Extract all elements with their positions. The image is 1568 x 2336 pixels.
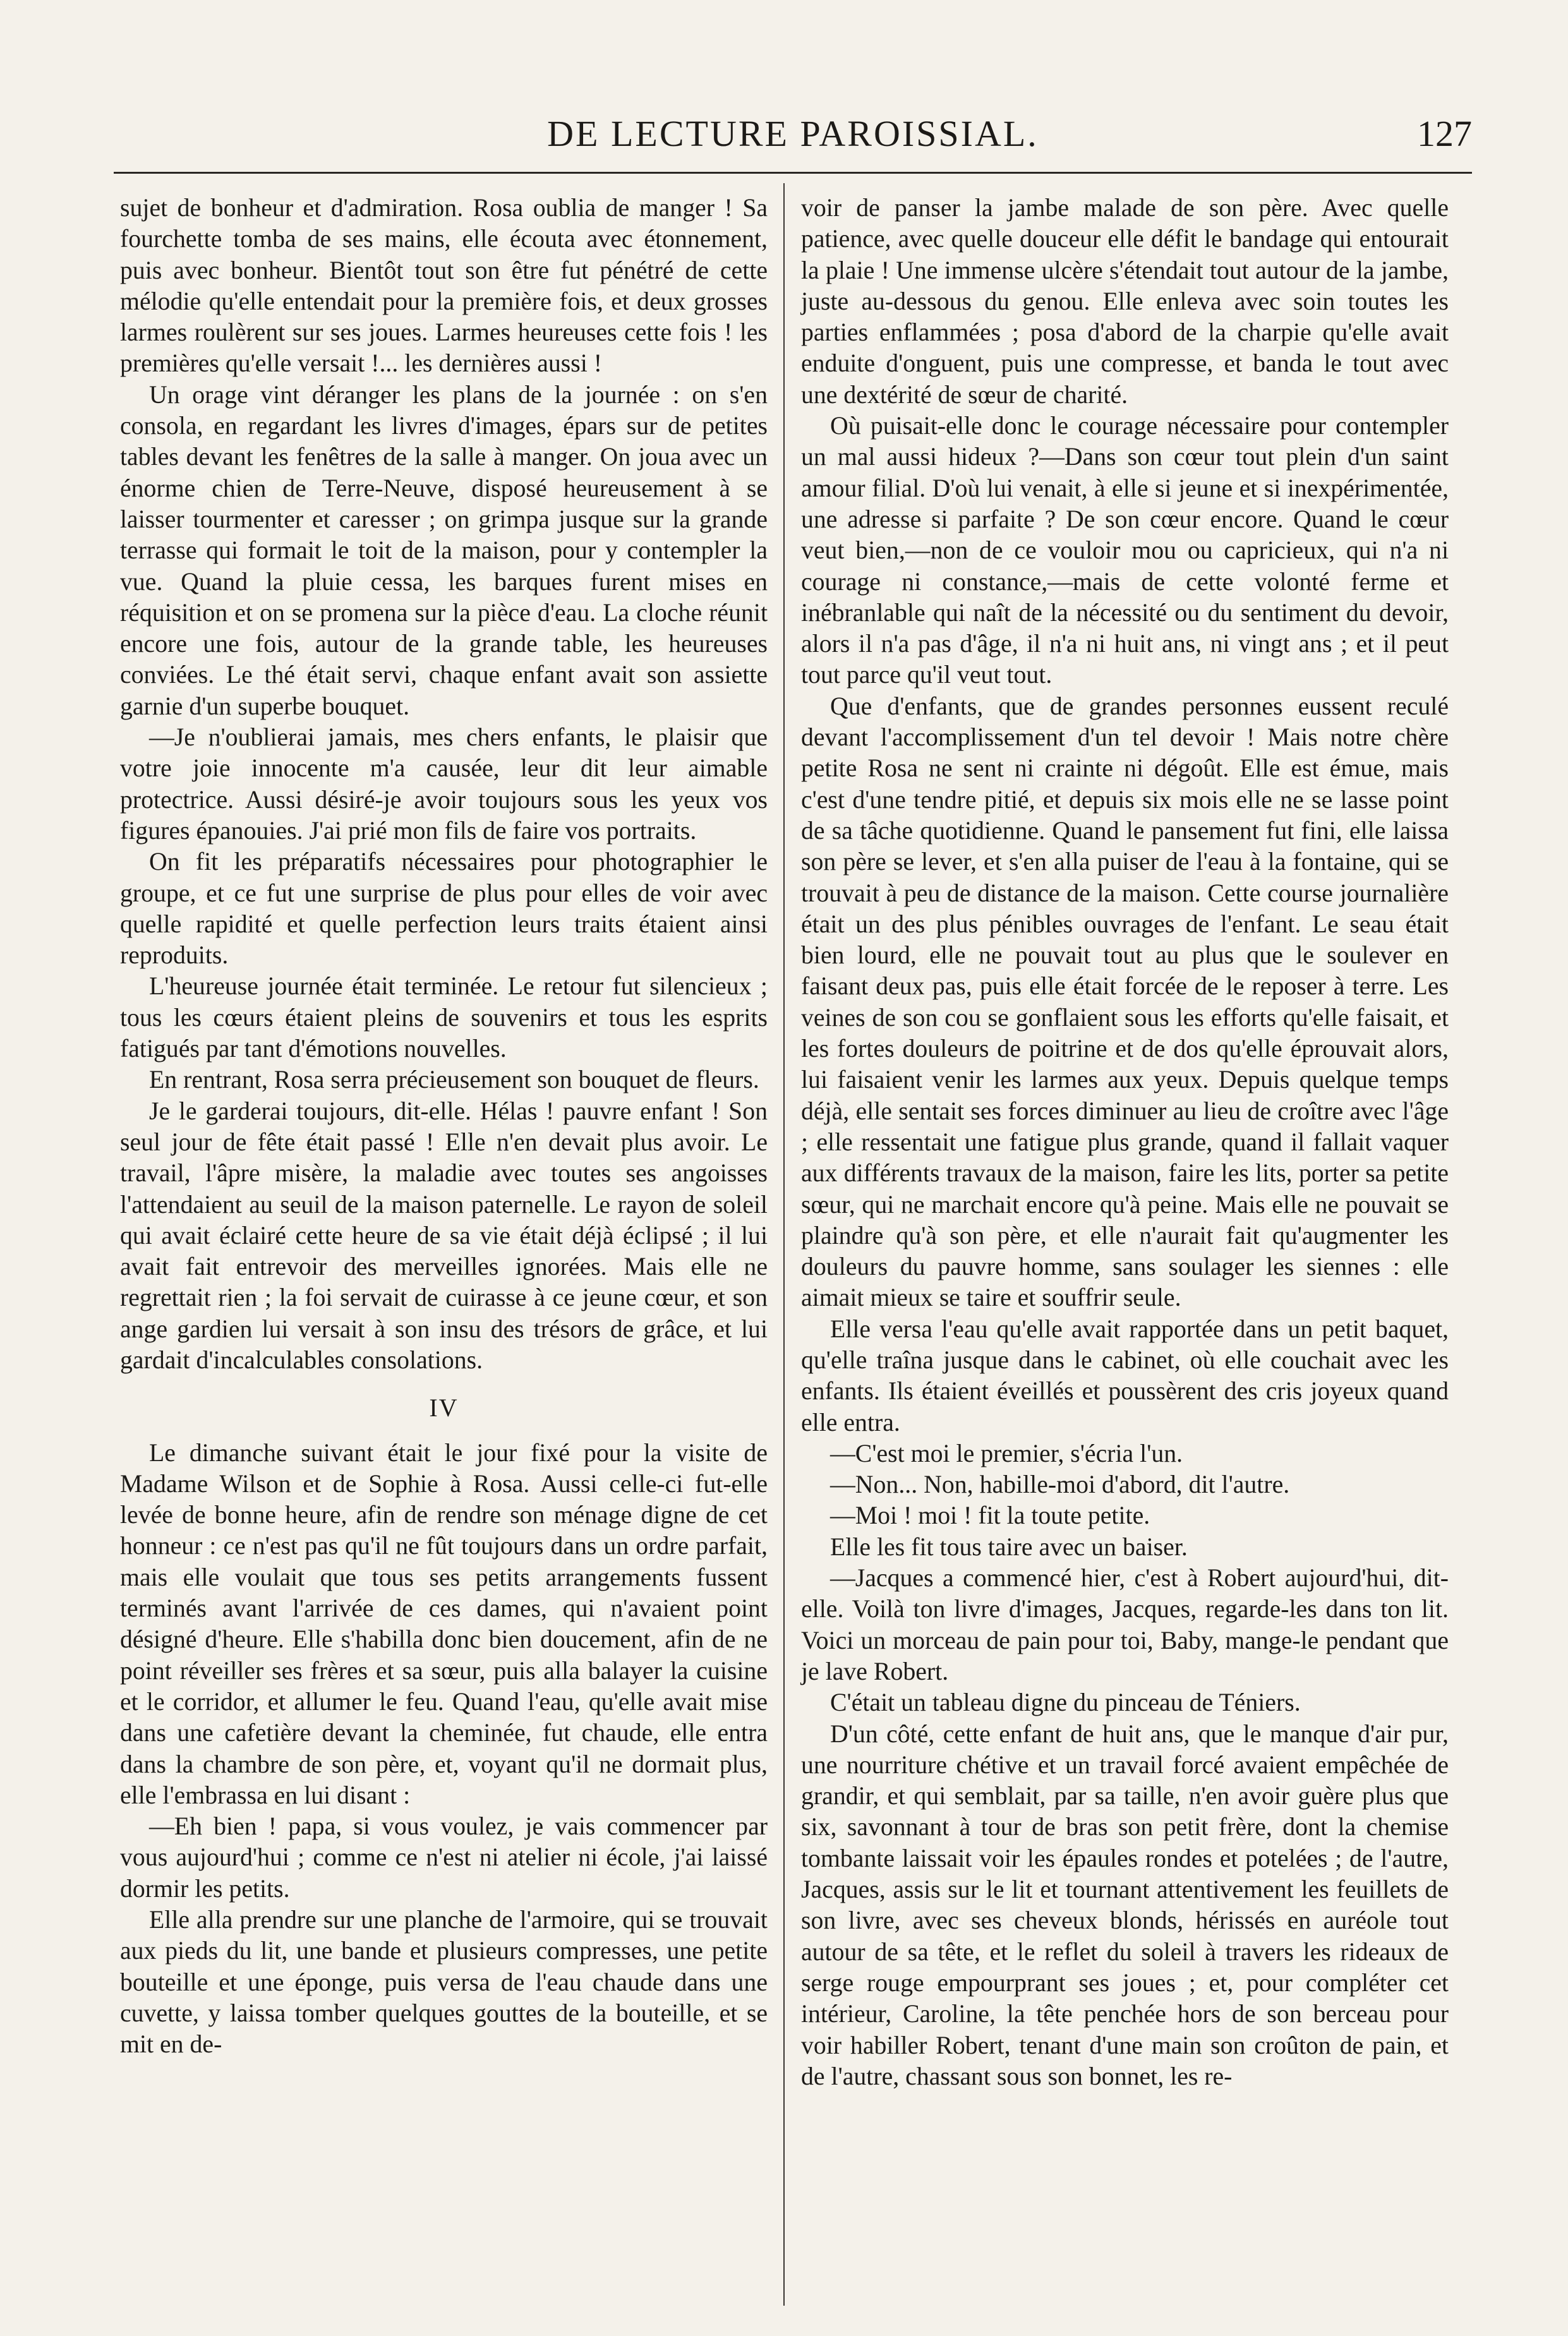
paragraph: Elle alla prendre sur une planche de l'armoire, qui se trouvait aux pieds du lit, une bande et plusieurs compresses, une petite bouteille et une éponge, puis versa de l'eau chaude dans une cuvette, y laissa tomber quelques gouttes de la bouteille, et se mit en de- [120,1906,768,2059]
paragraph: Un orage vint déranger les plans de la journée : on s'en consola, en regardant les livres d'images, épars sur de petites tables devant les fenêtres de la salle à manger. On joua avec un énorme chien de Terre-Neuve, disposé heureusement à se laisser tourmenter et caresser ; on grimpa jusque sur la grande terrasse qui formait le toit de la maison, pour y contempler la vue. Quand la pluie cessa, les barques furent mises en réquisition et on se promena sur la pièce d'eau. La cloche réunit encore une fois, autour de la grande table, les heureuses conviées. Le thé était servi, chaque enfant avait son assiette garnie d'un superbe bouquet. [120,380,768,720]
paragraph: C'était un tableau digne du pinceau de Téniers. [830,1689,1301,1717]
left-column [120,193,768,2061]
paragraph: Que d'enfants, que de grandes personnes eussent reculé devant l'accomplissement d'un tel devoir ! Mais notre chère petite Rosa ne sent ni crainte ni dégoût. Elle est émue, mais c'est d'une tendre pitié, et depuis six mois elle ne se lasse point de sa tâche quotidienne. Quand le pansement fut fini, elle laissa son père se lever, et s'en alla puiser de l'eau à la fontaine, qui se trouvait à peu de distance de la maison. Cette course journalière était un des plus pénibles ouvrages de l'enfant. Le seau était bien lourd, elle ne pouvait tout au plus que le soulever en faisant deux pas, puis elle était forcée de le reposer à terre. Les veines de son cou se gonflaient sous les efforts qu'elle faisait, et les fortes douleurs de poitrine et de dos qu'elle éprouvait alors, lui faisaient venir les larmes aux yeux. Depuis quelque temps déjà, elle sentait ses forces diminuer au lieu de croître avec l'âge ; elle ressentait une fatigue plus grande, quand il fallait vaquer aux différents travaux de la maison, faire les lits, porter sa petite sœur, qui ne marchait encore qu'à peine. Mais elle ne pouvait se plaindre qu'à son père, et elle n'aurait fait qu'augmenter les douleurs du pauvre homme, sans soulager les siennes : elle aimait mieux se taire et souffrir seule. [801,692,1449,1312]
paragraph: sujet de bonheur et d'admiration. Rosa oublia de manger ! Sa fourchette tomba de ses mains, elle écouta avec étonnement, puis avec bonheur. Bientôt tout son être fut pénétré de cette mélodie qu'elle entendait pour la première fois, et deux grosses larmes roulèrent sur ses joues. Larmes heureuses cette fois ! les premières qu'elle versait !... les dernières aussi ! [120,194,768,378]
paragraph: —Eh bien ! papa, si vous voulez, je vais commencer par vous aujourd'hui ; comme ce n'est ni atelier ni école, j'ai laissé dormir les petits. [120,1812,768,1903]
paragraph: Où puisait-elle donc le courage nécessaire pour contempler un mal aussi hideux ?—Dans son cœur tout plein d'un saint amour filial. D'où lui venait, à elle si jeune et si inexpérimentée, une adresse si parfaite ? De son cœur encore. Quand le cœur veut bien,—non de ce vouloir mou ou capricieux, qui n'a ni courage ni constance,—mais de cette volonté ferme et inébranlable qui naît de la nécessité ou du sentiment du devoir, alors il n'a pas d'âge, il n'a ni huit ans, ni vingt ans ; et il peut tout parce qu'il veut tout. [801,412,1449,689]
paragraph: —Je n'oublierai jamais, mes chers enfants, le plaisir que votre joie innocente m'a causée, leur dit leur aimable protectrice. Aussi désiré-je avoir toujours sous les yeux vos figures épanouies. J'ai prié mon fils de faire vos portraits. [120,723,768,845]
paragraph: —Moi ! moi ! fit la toute petite. [830,1502,1150,1530]
right-column [801,193,1449,2092]
paragraph: —Jacques a commencé hier, c'est à Robert aujourd'hui, dit-elle. Voilà ton livre d'images, Jacques, regarde-les dans ton lit. Voici un morceau de pain pour toi, Baby, mange-le pendant que je lave Robert. [801,1564,1449,1685]
page-header [114,107,1472,158]
header-rule [114,172,1472,174]
paragraph: Le dimanche suivant était le jour fixé pour la visite de Madame Wilson et de Sophie à Rosa. Aussi celle-ci fut-elle levée de bonne heure, afin de rendre son ménage digne de cet honneur : ce n'est pas qu'il ne fût toujours dans un ordre parfait, mais elle voulait que tous ses petits arrangements fussent terminés avant l'arrivée de ces dames, qui n'avaient point désigné d'heure. Elle s'habilla donc bien doucement, afin de ne point réveiller ses frères et sa sœur, puis alla balayer la cuisine et le corridor, et allumer le feu. Quand l'eau, qu'elle avait mise dans une cafetière devant la cheminée, fut chaude, elle entra dans la chambre de son père, et, voyant qu'il ne dormait plus, elle l'embrassa en lui disant : [120,1438,768,1809]
paragraph: —C'est moi le premier, s'écria l'un. [830,1439,1183,1467]
paragraph: voir de panser la jambe malade de son père. Avec quelle patience, avec quelle douceur elle défit le bandage qui entourait la plaie ! Une immense ulcère s'étendait tout autour de la jambe, juste au-dessous du genou. Elle enleva avec soin toutes les parties enflammées ; posa d'abord de la charpie qu'elle avait enduite d'onguent, puis une compresse, et banda le tout avec une dextérité de sœur de charité. [801,194,1449,409]
paragraph: —Non... Non, habille-moi d'abord, dit l'autre. [830,1471,1290,1499]
section-heading: IV [429,1394,459,1423]
paragraph: Je le garderai toujours, dit-elle. Hélas ! pauvre enfant ! Son seul jour de fête était passé ! Elle n'en devait plus avoir. Le travail, l'âpre misère, la maladie avec toutes ses angoisses l'attendaient au seuil de la maison paternelle. Le rayon de soleil qui avait éclairé cette heure de sa vie était déjà éclipsé ; il lui avait fait entrevoir des merveilles ignorées. Mais elle ne regrettait rien ; la foi servait de cuirasse à ce jeune cœur, et son ange gardien lui versait à son insu des trésors de grâce, et lui gardait d'incalculables consolations. [120,1097,768,1374]
paragraph: Elle les fit tous taire avec un baiser. [830,1532,1188,1561]
paragraph: On fit les préparatifs nécessaires pour photographier le groupe, et ce fut une surprise de plus pour elles de voir avec quelle rapidité et quelle perfection leurs traits étaient ainsi reproduits. [120,848,768,970]
running-title: DE LECTURE PAROISSIAL. [547,113,1039,154]
page-number: 127 [1417,113,1472,154]
paragraph: En rentrant, Rosa serra précieusement son bouquet de fleurs. [149,1066,759,1094]
paragraph: D'un côté, cette enfant de huit ans, que le manque d'air pur, une nourriture chétive et un travail forcé avaient empêchée de grandir, et qui semblait, par sa taille, n'en avoir guère plus que six, savonnant à tour de bras son petit frère, dont la chemise tombante laissait voir les épaules rondes et potelées ; de l'autre, Jacques, assis sur le lit et tournant attentivement les feuillets de son livre, avec ses cheveux blonds, hérissés en auréole tout autour de sa tête, et le reflet du soleil à travers les rideaux de serge rouge empourprant ses joues ; et, pour compléter cet intérieur, Caroline, la tête penchée hors de son berceau pour voir habiller Robert, tenant d'une main son croûton de pain, et de l'autre, chassant sous son bonnet, les re- [801,1719,1449,2090]
paragraph: Elle versa l'eau qu'elle avait rapportée dans un petit baquet, qu'elle traîna jusque dans le cabinet, où elle couchait avec les enfants. Ils étaient éveillés et poussèrent des cris joyeux quand elle entra. [801,1315,1449,1436]
column-divider [783,183,785,2306]
paragraph: L'heureuse journée était terminée. Le retour fut silencieux ; tous les cœurs étaient pleins de souvenirs et tous les esprits fatigués par tant d'émotions nouvelles. [120,972,768,1063]
